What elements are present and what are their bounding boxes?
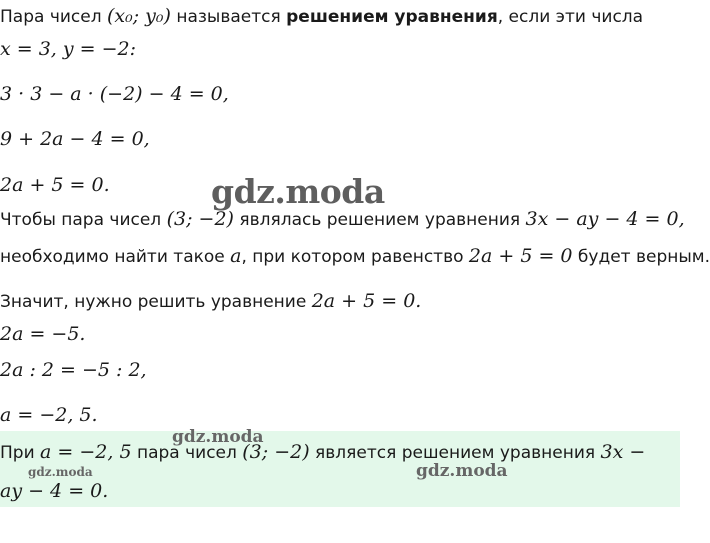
simplify-line: 9 + 2a − 4 = 0, [0, 128, 150, 150]
watermark-logo: gdz.moda [172, 427, 264, 447]
definition-line: Пара чисел (x₀; y₀) называется решением уравнения, если эти числа [0, 5, 644, 27]
watermark-logo: gdz.moda [211, 172, 385, 211]
conclusion-line-2: ay − 4 = 0. [0, 480, 109, 502]
values-line: x = 3, y = −2: [0, 38, 137, 60]
watermark-logo: gdz.moda [28, 465, 93, 479]
substitution-line: 3 · 3 − a · (−2) − 4 = 0, [0, 83, 229, 105]
watermark-logo: gdz.moda [416, 461, 508, 481]
find-a-line: необходимо найти такое a, при котором равенство 2a + 5 = 0 будет верным. [0, 245, 710, 267]
result-equation-line: 2a + 5 = 0. [0, 174, 110, 196]
step-line-2: 2a : 2 = −5 : 2, [0, 359, 147, 381]
solve-line: Значит, нужно решить уравнение 2a + 5 = 0. [0, 290, 422, 312]
condition-line: Чтобы пара чисел (3; −2) являлась решением уравнения 3x − ay − 4 = 0, [0, 208, 685, 230]
step-line-1: 2a = −5. [0, 323, 86, 345]
conclusion-line: При a = −2, 5 пара чисел (3; −2) является решением уравнения 3x − [0, 441, 646, 463]
bold-term: решением уравнения [286, 7, 498, 27]
answer-a-line: a = −2, 5. [0, 404, 98, 426]
